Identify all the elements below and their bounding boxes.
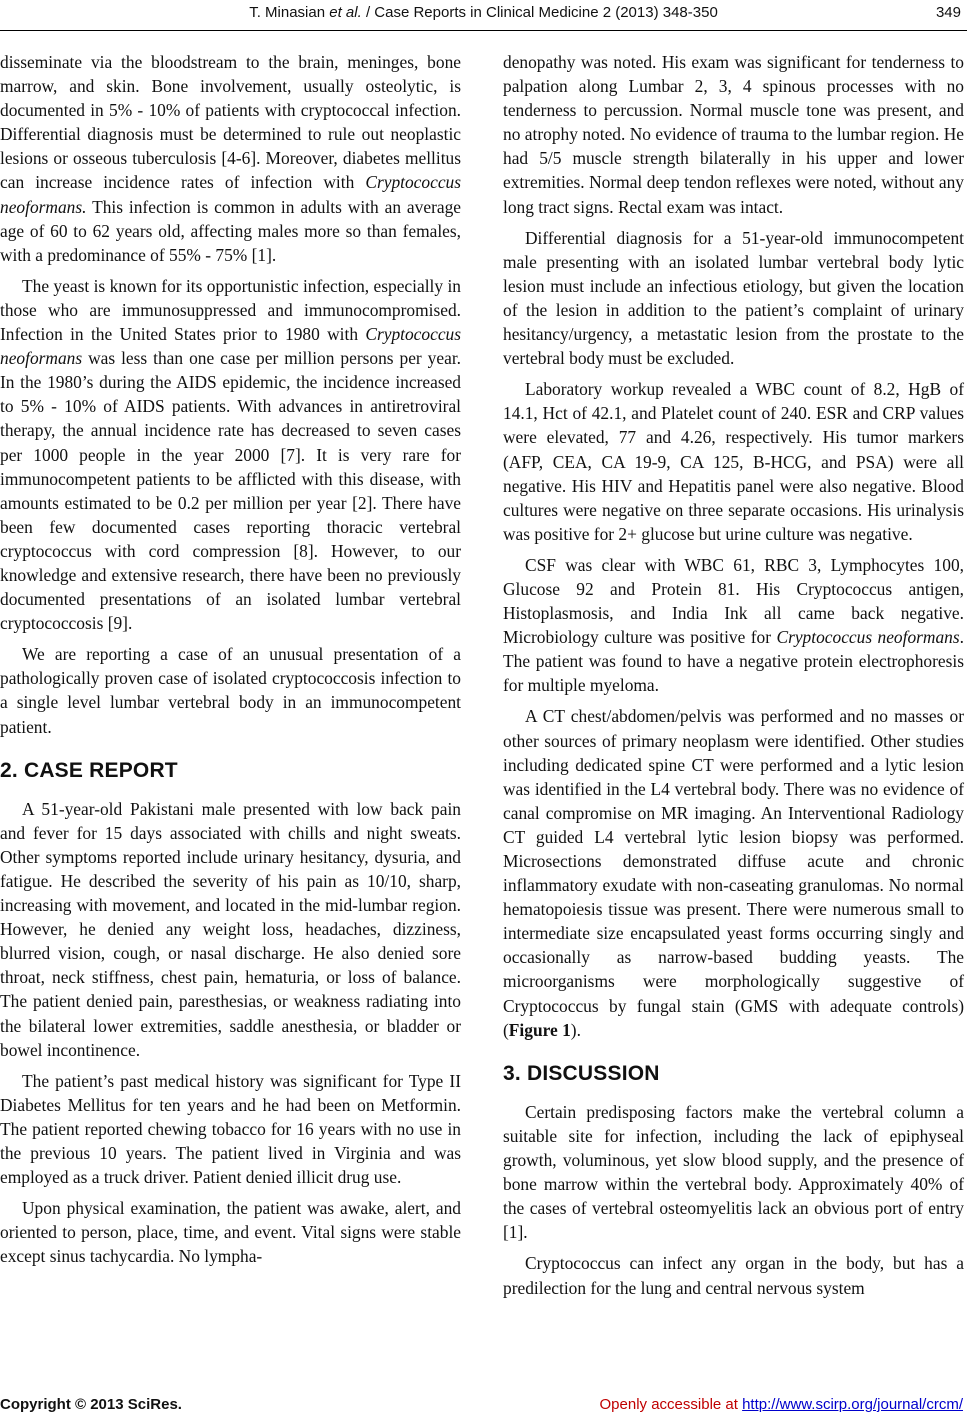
paragraph: Upon physical examination, the patient was awake, alert, and oriented to person, place, time, and event. Vital signs were stable except sinus tachycardia. No lympha- bbox=[0, 1198, 461, 1267]
page-number: 349 bbox=[935, 4, 961, 21]
open-access-text: Openly accessible at bbox=[599, 1396, 743, 1413]
figure-reference: Figure 1 bbox=[508, 1019, 571, 1040]
text-run: ). bbox=[570, 1019, 581, 1040]
paragraph: A 51-year-old Pakistani male presented with low back pain and fever for 15 days associated with chills and night sweats. Other symptoms reported include urinary hesitancy, dysuria, and fatigue. He described the severity of his pain as 10/10, sharp, increasing with movement, and located in the mid-lumbar region. However, he denied any weight loss, headaches, dizziness, blurred vision, cough, or nasal discharge. He also denied sore throat, neck stiffness, chest pain, hematuria, or loss of balance. The patient denied pain, paresthesias, or weakness radiating into the bilateral lower extremities, saddle anesthesia, or bladder or bowel incontinence. bbox=[0, 798, 461, 1060]
header-etal: et al. bbox=[329, 4, 362, 21]
page-footer bbox=[0, 1396, 967, 1417]
text-run: The yeast is known for its opportunistic infection, especially in those who are immunosuppressed and immunocompromised. Infection in the United States prior to 1980 with bbox=[0, 275, 461, 345]
paragraph: The patient’s past medical history was significant for Type II Diabetes Mellitus for ten years and he had been on Metformin. The patient reported chewing tobacco for 16 years with no use in the previous 10 years. The patient lived in Virginia and was employed as a truck driver. Patient denied illicit drug use. bbox=[0, 1070, 461, 1188]
text-run: This infection is common in adults with an average age of 60 to 62 years old, affecting males more so than females, with a predominance of 55% - 75% [1]. bbox=[0, 196, 461, 265]
paragraph bbox=[0, 274, 461, 635]
italic-species-name: Cryptococcus neoformans bbox=[776, 627, 960, 648]
paragraph bbox=[503, 553, 964, 698]
paragraph: Laboratory workup revealed a WBC count of 8.2, HgB of 14.1, Hct of 42.1, and Platelet count of 240. ESR and CRP values were elevated, 77 and 4.26, respectively. His tumor markers (AFP, CEA, CA 19-9, CA 125, B-HCG, and PSA) were all negative. His HIV and Hepatitis panel were also negative. Blood cultures were negative on three separate occasions. His urinalysis was positive for 2+ glucose but urine culture was negative. bbox=[503, 379, 964, 544]
paragraph bbox=[0, 50, 461, 267]
running-title bbox=[0, 4, 967, 21]
text-run: CSF was clear with WBC 61, RBC 3, Lymphocytes 100, Glucose 92 and Protein 81. His Cryptococcus antigen, Histoplasmosis, and India Ink all came back negative. Microbiology culture was positive for bbox=[503, 554, 964, 648]
text-run: disseminate via the bloodstream to the brain, meninges, bone marrow, and skin. Bone involvement, usually osteolytic, is documented in 5% - 10% of patients with cryptococcal infection. Differential diagnosis must be determined to rule out neoplastic lesions or osseous tuberculosis [4-6]. Moreover, diabetes mellitus can increase incidence rates of infection with bbox=[0, 52, 461, 193]
paragraph: Cryptococcus can infect any organ in the body, but has a predilection for the lung and central nervous system bbox=[503, 1253, 964, 1298]
header-authors: T. Minasian bbox=[249, 4, 326, 21]
paragraph: We are reporting a case of an unusual presentation of a pathologically proven case of isolated cryptococcosis infection to a single level lumbar vertebral body in an immunocompetent patient. bbox=[0, 644, 461, 737]
open-access-notice bbox=[600, 1396, 963, 1413]
header-journal: / Case Reports in Clinical Medicine 2 (2013) 348-350 bbox=[361, 4, 718, 21]
section-heading-discussion: 3. DISCUSSION bbox=[503, 1061, 660, 1085]
paragraph: denopathy was noted. His exam was significant for tenderness to palpation along Lumbar 2, 3, 4 spinous processes with no tenderness to percussion. Normal muscle tone was present, and no atrophy noted. No evidence of trauma to the lumbar region. He had 5/5 muscle strength bilaterally in his upper and lower extremities. Normal deep tendon reflexes were noted, without any long tract signs. Rectal exam was intact. bbox=[503, 52, 964, 217]
section-heading-case-report: 2. CASE REPORT bbox=[0, 758, 178, 782]
paragraph: Certain predisposing factors make the vertebral column a suitable site for infection, including the lack of epiphyseal growth, voluminous, yet slow blood supply, and the presence of bone marrow within the vertebral body. Approximately 40% of the cases of vertebral osteomyelitis lack an obvious port of entry [1]. bbox=[503, 1101, 964, 1243]
text-run: . The patient was found to have a negative protein electrophoresis for multiple myeloma. bbox=[503, 627, 965, 696]
copyright-notice: Copyright © 2013 SciRes. bbox=[0, 1396, 182, 1413]
running-header bbox=[0, 0, 967, 31]
journal-link[interactable]: http://www.scirp.org/journal/crcm/ bbox=[742, 1396, 963, 1413]
text-run: A CT chest/abdomen/pelvis was performed and no masses or other sources of primary neoplasm were identified. Other studies including dedicated spine CT were performed and a lytic lesion was identified in the L4 vertebral body. There was no evidence of canal compromise on MR imaging. An Interventional Radiology CT guided L4 vertebral lytic lesion biopsy was performed. Microsections demonstrated diffuse acute and chronic inflammatory exudate with non-caseating granulomas. No normal hematopoiesis tissue was present. There were numerous small to intermediate size encapsulated yeast forms occurring singly and occasionally as narrow-based budding yeasts. The microorganisms were morphologically suggestive of Cryptococcus by fungal stain (GMS with adequate controls) ( bbox=[503, 706, 964, 1040]
italic-species-name: Cryptococcus neoformans bbox=[0, 324, 461, 369]
left-column bbox=[0, 50, 461, 1276]
right-column bbox=[503, 50, 964, 1307]
paragraph bbox=[503, 704, 964, 1041]
paragraph: Differential diagnosis for a 51-year-old immunocompetent male presenting with an isolated lumbar vertebral body lytic lesion must include an infectious etiology, but given the location of the lesion in addition to the patient’s complaint of urinary hesitancy/urgency, a metastatic lesion from the prostate to the vertebral body must be excluded. bbox=[503, 227, 964, 369]
italic-species-name: Cryptococcus neoformans. bbox=[0, 172, 461, 217]
text-run: was less than one case per million persons per year. In the 1980’s during the AIDS epidemic, the incidence increased to 5% - 10% of AIDS patients. With advances in antiretroviral therapy, the annual incidence rate has decreased to seven cases per 1000 people in the year 2000 [7]. It is very rare for immunocompetent patients to be afflicted with this disease, with amounts estimated to be 0.2 per million per year [2]. There have been few documented cases reporting thoracic vertebral cryptococcus with cord compression [8]. However, to our knowledge and extensive research, there have been no previously documented presentations of an isolated lumbar vertebral cryptococcosis [9]. bbox=[0, 348, 461, 634]
